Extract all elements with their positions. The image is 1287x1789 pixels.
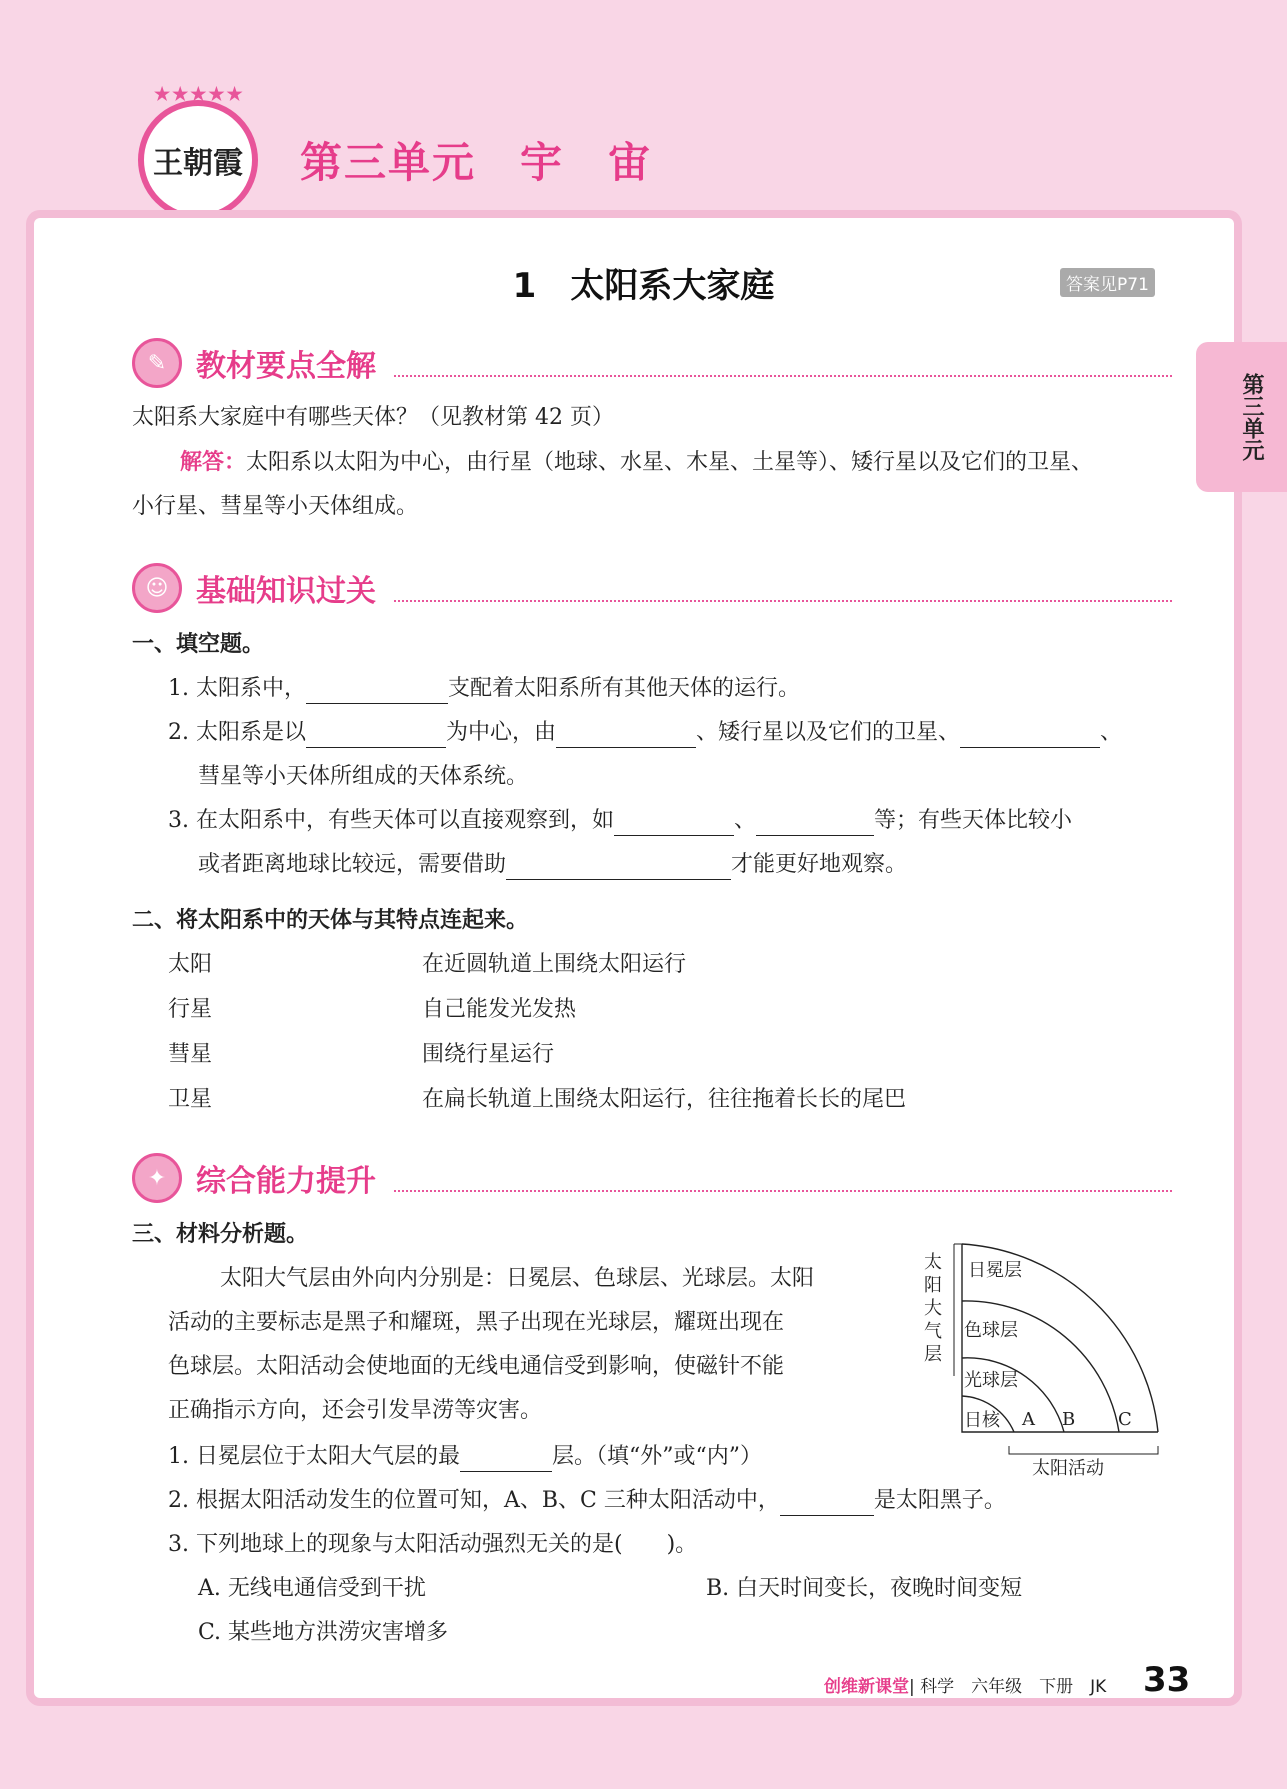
footer-brand: 创维新课堂 xyxy=(824,1677,909,1697)
core-label: 日核 xyxy=(964,1410,1000,1431)
layer-corona-label: 日冕层 xyxy=(968,1260,1022,1281)
q-text: 1. 太阳系中， xyxy=(168,676,306,701)
section-label: 综合能力提升 xyxy=(196,1164,376,1199)
option-b[interactable]: B. 白天时间变长，夜晚时间变短 xyxy=(706,1576,1023,1601)
q-text: 2. 根据太阳活动发生的位置可知，A、B、C 三种太阳活动中， xyxy=(168,1488,780,1513)
material-line: 色球层。太阳活动会使地面的无线电通信受到影响，使磁针不能 xyxy=(168,1354,785,1379)
activity-a-label: A xyxy=(1022,1409,1035,1430)
q-text: 等；有些天体比较小 xyxy=(874,808,1073,833)
activity-c-label: C xyxy=(1118,1409,1132,1430)
match-left-3[interactable]: 彗星 xyxy=(168,1042,213,1067)
match-right-3[interactable]: 围绕行星运行 xyxy=(422,1042,555,1067)
q-text: 才能更好地观察。 xyxy=(731,852,908,877)
side-label-char: 大 xyxy=(924,1298,942,1319)
q-text: 是太阳黑子。 xyxy=(873,1488,1006,1513)
part1-q3-cont xyxy=(198,850,907,880)
part3-q2 xyxy=(168,1486,1006,1516)
activity-b-label: B xyxy=(1062,1409,1076,1430)
side-label-char: 太 xyxy=(924,1252,942,1273)
brand-logo xyxy=(138,84,258,220)
part2-heading: 二、将太阳系中的天体与其特点连起来。 xyxy=(132,908,529,933)
material-line: 正确指示方向，还会引发旱涝等灾害。 xyxy=(168,1398,543,1423)
match-left-4[interactable]: 卫星 xyxy=(168,1087,213,1112)
match-left-2[interactable]: 行星 xyxy=(168,997,213,1022)
logo-text: 王朝霞 xyxy=(153,146,243,181)
footer-meta: | 科学 六年级 下册 JK xyxy=(909,1677,1107,1697)
blank-field[interactable] xyxy=(460,1448,552,1472)
thinking-icon: ✦ xyxy=(132,1153,182,1203)
layer-photosphere-label: 光球层 xyxy=(964,1370,1018,1391)
section-label: 教材要点全解 xyxy=(196,349,376,384)
answer-ref-badge: 答案见P71 xyxy=(1060,268,1155,297)
layer-chromosphere-label: 色球层 xyxy=(964,1320,1018,1341)
q-text: 、 xyxy=(734,808,757,833)
reading-icon: ✎ xyxy=(132,338,182,388)
section-rule xyxy=(394,574,1172,602)
material-line: 太阳大气层由外向内分别是：日冕层、色球层、光球层。太阳 xyxy=(220,1266,815,1291)
answer-label: 解答： xyxy=(180,450,247,475)
s1-answer-line2: 小行星、彗星等小天体组成。 xyxy=(132,494,419,519)
footer-info xyxy=(824,1672,1106,1697)
material-line: 活动的主要标志是黑子和耀斑，黑子出现在光球层，耀斑出现在 xyxy=(168,1310,785,1335)
part3-q3: 3. 下列地球上的现象与太阳活动强烈无关的是( )。 xyxy=(168,1532,698,1557)
lesson-title: 1 太阳系大家庭 xyxy=(512,266,775,306)
match-right-1[interactable]: 在近圆轨道上围绕太阳运行 xyxy=(422,952,687,977)
match-right-2[interactable]: 自己能发光发热 xyxy=(422,997,577,1022)
side-label-char: 气 xyxy=(924,1321,942,1342)
blank-field[interactable] xyxy=(756,812,874,836)
q-text: 、 xyxy=(1100,720,1123,745)
match-left-1[interactable]: 太阳 xyxy=(168,952,213,977)
answer-text: 太阳系以太阳为中心，由行星（地球、水星、木星、土星等）、矮行星以及它们的卫星、 xyxy=(246,450,1094,475)
q-text: 3. 在太阳系中，有些天体可以直接观察到，如 xyxy=(168,808,614,833)
section-label: 基础知识过关 xyxy=(196,574,376,609)
blank-field[interactable] xyxy=(506,856,731,880)
logo-stars-icon: ★★★★★ xyxy=(154,84,245,105)
part1-q2 xyxy=(168,718,1122,748)
blank-field[interactable] xyxy=(780,1492,874,1516)
s1-answer-line1 xyxy=(180,448,1093,478)
blank-field[interactable] xyxy=(306,724,446,748)
part3-q1 xyxy=(168,1442,762,1472)
option-c[interactable]: C. 某些地方洪涝灾害增多 xyxy=(198,1620,449,1645)
q-text: 支配着太阳系所有其他天体的运行。 xyxy=(447,676,800,701)
part3-heading: 三、材料分析题。 xyxy=(132,1222,309,1247)
q-text: 为中心，由 xyxy=(445,720,556,745)
student-icon: ☺ xyxy=(132,563,182,613)
part1-heading: 一、填空题。 xyxy=(132,632,265,657)
section-rule xyxy=(394,349,1172,377)
option-a[interactable]: A. 无线电通信受到干扰 xyxy=(198,1576,426,1601)
q-text: 1. 日冕层位于太阳大气层的最 xyxy=(168,1444,460,1469)
section-head-2 xyxy=(132,563,1172,613)
side-tab: 第三单元 xyxy=(1196,342,1287,492)
side-label-char: 阳 xyxy=(924,1275,942,1296)
s1-question: 太阳系大家庭中有哪些天体？（见教材第 42 页） xyxy=(132,405,614,430)
match-right-4[interactable]: 在扁长轨道上围绕太阳运行，往往拖着长长的尾巴 xyxy=(422,1087,907,1112)
q-text: 层。（填“外”或“内”） xyxy=(551,1444,762,1469)
blank-field[interactable] xyxy=(306,680,448,704)
q-text: 或者距离地球比较远，需要借助 xyxy=(198,852,507,877)
solar-activity-label: 太阳活动 xyxy=(1032,1458,1104,1476)
part1-q2-cont: 彗星等小天体所组成的天体系统。 xyxy=(198,764,529,789)
side-label-char: 层 xyxy=(924,1344,942,1365)
part1-q3 xyxy=(168,806,1072,836)
blank-field[interactable] xyxy=(556,724,696,748)
unit-title: 第三单元 宇 宙 xyxy=(300,138,653,187)
blank-field[interactable] xyxy=(960,724,1100,748)
page-number: 33 xyxy=(1143,1660,1191,1700)
q-text: 2. 太阳系是以 xyxy=(168,720,306,745)
section-rule xyxy=(394,1164,1172,1192)
section-head-1 xyxy=(132,338,1172,388)
q-text: 、矮行星以及它们的卫星、 xyxy=(696,720,961,745)
blank-field[interactable] xyxy=(614,812,734,836)
sun-atmosphere-diagram xyxy=(914,1236,1164,1476)
part1-q1 xyxy=(168,674,800,704)
section-head-3 xyxy=(132,1153,1172,1203)
